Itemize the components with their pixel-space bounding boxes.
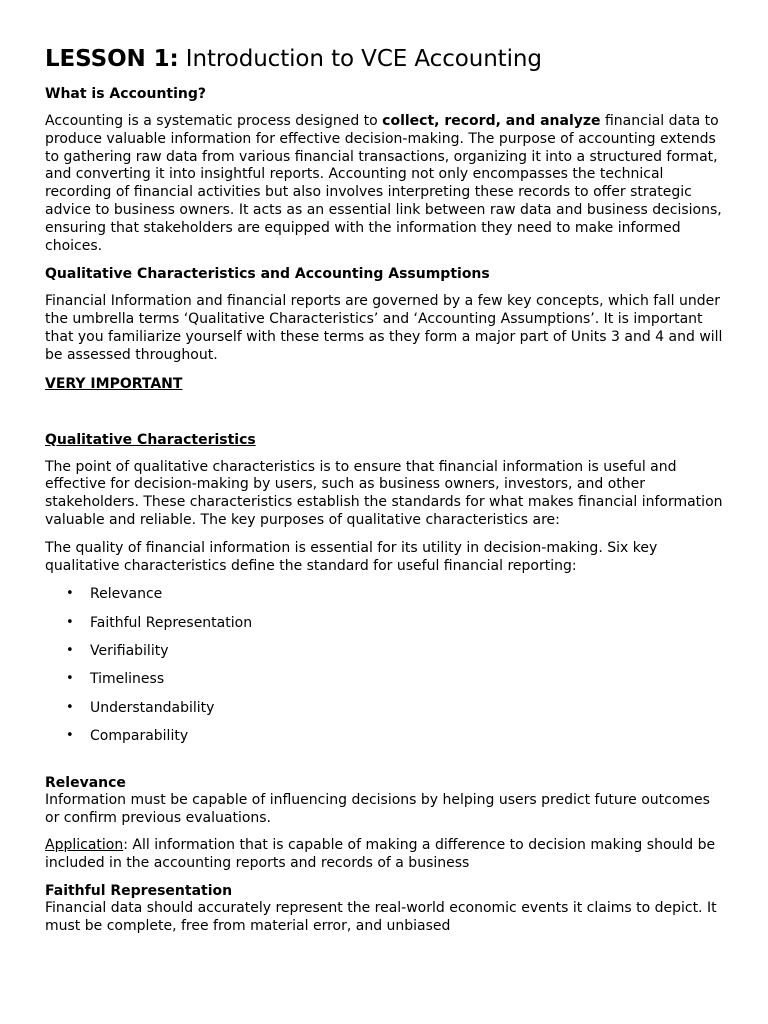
list-item (45, 727, 728, 745)
heading-very-important: VERY IMPORTANT (45, 375, 183, 392)
title-text: Introduction to VCE Accounting (178, 46, 542, 72)
qualitative-characteristics-list (45, 585, 728, 744)
bullet-icon: • (66, 642, 74, 658)
bullet-icon: • (66, 671, 74, 687)
list-item (45, 585, 728, 603)
paragraph-application (45, 837, 728, 873)
list-item (45, 642, 728, 660)
list-item-label: Relevance (90, 586, 163, 603)
list-item-label: Verifiability (90, 642, 169, 659)
list-item (45, 670, 728, 688)
bullet-icon: • (66, 699, 74, 715)
list-item-label: Faithful Representation (90, 614, 253, 631)
application-label: Application (45, 837, 124, 854)
list-item (45, 699, 728, 717)
list-item-label: Understandability (90, 699, 215, 716)
title-lesson-number: LESSON 1: (45, 46, 179, 72)
paragraph-text-end: financial data to produce valuable information for effective decision-making. The purpose of accounting extends to gathering raw data from various financial transactions, organizing it into a structured format, and converting it into insightful reports. Accounting not only encompasses the technical recording of financial activities but also involves interpreting these records to offer strategic advice to business owners. It acts as an essential link between raw data and business decisions, ensuring that stakeholders are equipped with the information they need to make informed choices. (45, 113, 722, 254)
bullet-icon: • (66, 614, 74, 630)
paragraph-relevance: Information must be capable of influencing decisions by helping users predict future outcomes or confirm previous evaluations. (45, 791, 710, 826)
paragraph-qualitative-purpose: The point of qualitative characteristics is to ensure that financial information is useful and effective for decision-making by users, such as business owners, investors, and other stakeholders. These characteristics establish the standards for what makes financial information valuable and reliable. The key purposes of qualitative characteristics are: (45, 458, 723, 528)
paragraph-text-start: Accounting is a systematic process designed to (45, 113, 383, 129)
page-title (45, 0, 728, 74)
list-item-label: Timeliness (90, 671, 165, 688)
bullet-icon: • (66, 586, 74, 602)
heading-qualitative-characteristics: Qualitative Characteristics (45, 431, 256, 448)
list-item-label: Comparability (90, 727, 189, 744)
bullet-icon: • (66, 727, 74, 743)
heading-qc-and-assumptions: Qualitative Characteristics and Accounting Assumptions (45, 266, 490, 283)
paragraph-faithful-representation: Financial data should accurately represent the real-world economic events it claims to depict. It must be complete, free from material error, and unbiased (45, 900, 717, 934)
paragraph-emphasis: collect, record, and analyze (382, 113, 601, 129)
paragraph-qc-and-assumptions: Financial Information and financial reports are governed by a few key concepts, which fall under the umbrella terms ‘Qualitative Characteristics’ and ‘Accounting Assumptions’. It is important that you familiarize yourself with these terms as they form a major part of Units 3 and 4 and will be assessed throughout. (45, 293, 723, 363)
list-item (45, 614, 728, 632)
heading-faithful-representation: Faithful Representation (45, 883, 233, 900)
heading-what-is-accounting: What is Accounting? (45, 86, 207, 102)
paragraph-qualitative-quality: The quality of financial information is essential for its utility in decision-making. Six key qualitative characteristics define the standard for useful financial reporting: (45, 539, 658, 574)
application-text: : All information that is capable of making a difference to decision making should be included in the accounting reports and records of a business (45, 837, 716, 872)
paragraph-what-is-accounting (45, 113, 728, 255)
heading-relevance: Relevance (45, 774, 126, 791)
